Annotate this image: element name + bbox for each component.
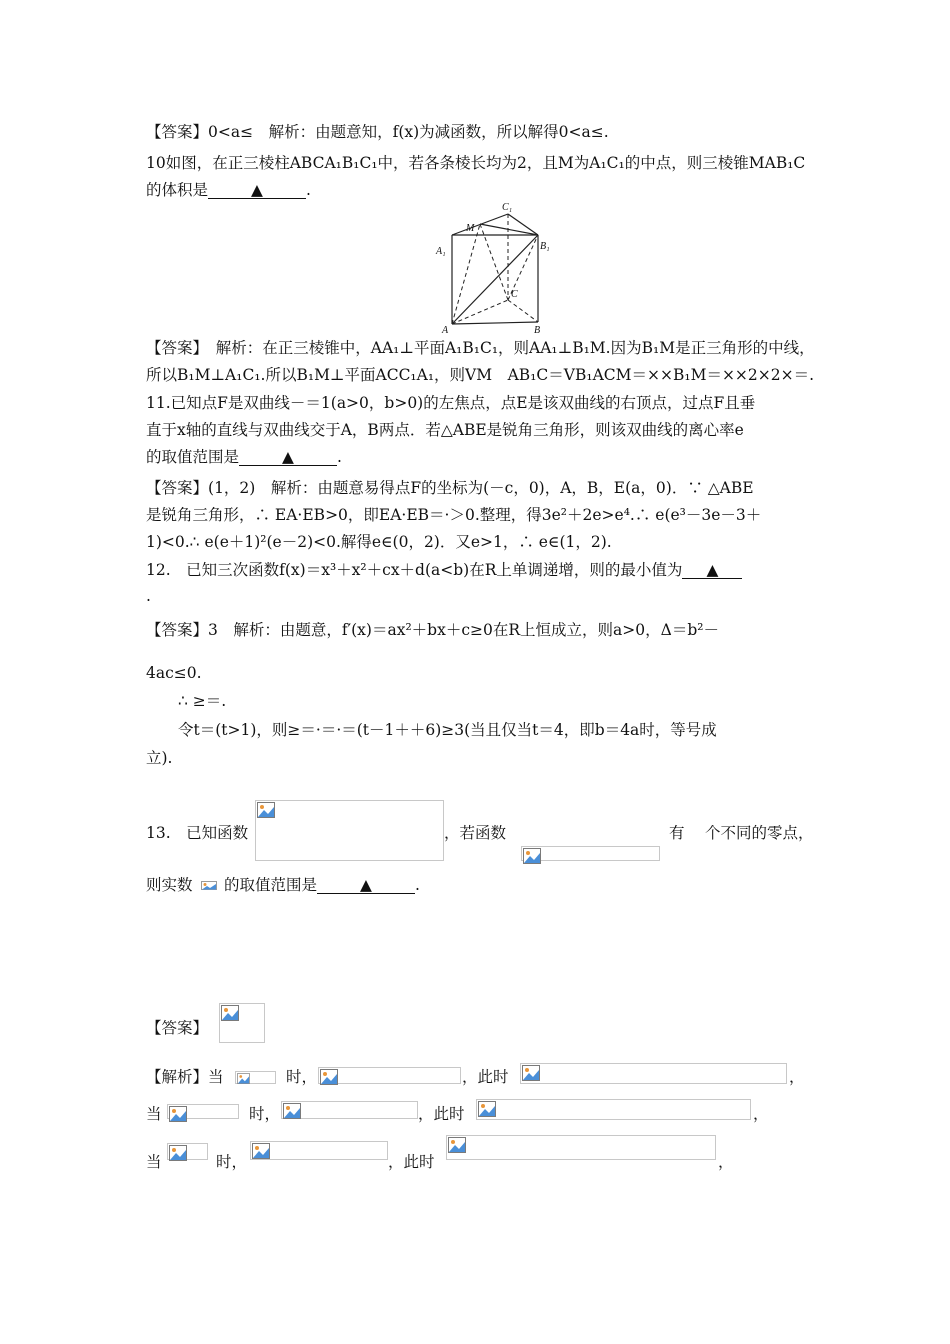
formula-image-r1b [318, 1067, 461, 1084]
broken-image-icon [252, 1143, 270, 1159]
edge-CB [508, 300, 538, 322]
answer-line-q9 [146, 122, 609, 142]
q10-line2: 的体积是 ▲ . [146, 181, 311, 199]
broken-image-icon [448, 1137, 466, 1153]
formula-image-r2c [476, 1099, 751, 1120]
q11-line3: 的取值范围是 ▲ . [146, 448, 342, 466]
q10-answer-line2: 所以B₁M⊥A₁C₁.所以B₁M⊥平面ACC₁A₁，则VM AB₁C＝VB₁ACM＝××B₁M＝××2×2×＝. [146, 366, 815, 384]
q11-answer-line2: 是锐角三角形，∴ EA·EB>0，即EA·EB＝·＞0.整理，得3e²＋2e>e⁴.∴ e(e³－3e－3＋ [146, 506, 762, 524]
q12-answer-line2: 4ac≤0. [146, 664, 202, 682]
q13-part2: ，若函数 [444, 824, 507, 842]
answer-text: 0<a≤ 解析：由题意知，f(x)为减函数，所以解得0<a≤. [208, 123, 609, 141]
broken-image-icon [320, 1069, 338, 1085]
prism-figure [428, 200, 558, 335]
q13-answer-tag: 【答案】 [146, 1019, 209, 1037]
q11-line2: 直于x轴的直线与双曲线交于A，B两点．若△ABE是锐角三角形，则该双曲线的离心率e [146, 421, 744, 439]
formula-image-r3b [250, 1141, 388, 1160]
formula-image-fx [255, 800, 444, 861]
formula-image-r2a [167, 1104, 239, 1119]
broken-image-icon [522, 1065, 540, 1081]
broken-image-icon [283, 1103, 301, 1119]
q13-part3: 有 [669, 824, 685, 842]
edge-AB1 [452, 235, 538, 324]
broken-image-icon [221, 1005, 239, 1021]
q13-line2-pre: 则实数 [146, 876, 193, 894]
q12-line1: 12. 已知三次函数f(x)＝x³＋x²＋cx＋d(a<b)在R上单调递增，则的最小值为 ▲ [146, 560, 742, 580]
broken-image-icon [478, 1101, 496, 1117]
edge-AB [452, 322, 538, 324]
broken-image-icon [237, 1073, 250, 1084]
formula-image-a [201, 881, 217, 890]
answer-image [219, 1003, 265, 1043]
q12-answer-line1: 【答案】3 解析：由题意，f′(x)＝ax²＋bx＋c≥0在R上恒成立，则a>0，Δ＝b²－ [146, 621, 719, 639]
broken-image-icon [257, 802, 275, 818]
q13-line2: 的取值范围是 ▲ . [224, 876, 420, 894]
label-M: M [466, 223, 475, 234]
label-A1: A₁ [436, 246, 446, 257]
label-B1: B₁ [540, 241, 550, 252]
q12-answer-line3: ∴ ≥＝. [178, 692, 227, 710]
q12-answer-line5: 立). [146, 749, 173, 767]
answer-tag: 【答案】 [146, 123, 209, 141]
formula-image-r2b [281, 1101, 418, 1119]
label-A: A [442, 325, 449, 335]
broken-image-icon [169, 1145, 187, 1161]
q10-line1: 10如图，在正三棱柱ABCA₁B₁C₁中，若各条棱长均为2，且M为A₁C₁的中点，则三棱锥MAB₁C [146, 154, 806, 172]
label-C1: C₁ [502, 202, 513, 213]
formula-image-r1a [235, 1071, 276, 1084]
answer-blank: ▲ [239, 449, 337, 466]
answer-blank: ▲ [682, 562, 742, 579]
analysis-row1: 【解析】当 [146, 1068, 224, 1086]
answer-blank: ▲ [208, 182, 306, 199]
q11-answer-line3: 1)<0.∴ e(e＋1)²(e－2)<0.解得e∈(0，2)．又e>1，∴ e∈(1，2). [146, 533, 612, 551]
answer-blank: ▲ [317, 877, 415, 894]
q11-answer-line1: 【答案】(1，2) 解析：由题意易得点F的坐标为(－c，0)，A，B，E(a，0)．∵ △ABE [146, 479, 754, 497]
formula-image-r3a [167, 1143, 208, 1160]
q11-line1: 11.已知点F是双曲线－＝1(a>0，b>0)的左焦点，点E是该双曲线的右顶点，过点F且垂 [146, 394, 756, 412]
q13-part1: 13. 已知函数 [146, 824, 249, 842]
q13-part4: 个不同的零点， [705, 824, 814, 842]
label-C: C [511, 289, 518, 300]
broken-image-icon [201, 881, 217, 890]
broken-image-icon [523, 848, 541, 864]
label-B: B [534, 325, 541, 335]
formula-image-gx [521, 846, 660, 861]
formula-image-r1c [520, 1063, 787, 1084]
broken-image-icon [169, 1106, 187, 1122]
formula-image-r3c [446, 1135, 716, 1160]
q12-line2: . [146, 587, 151, 605]
edge-AC [452, 300, 508, 324]
q10-answer-line1: 【答案】 解析：在正三棱锥中，AA₁⊥平面A₁B₁C₁，则AA₁⊥B₁M.因为B₁M是正三角形的中线， [146, 339, 815, 357]
q12-answer-line4: 令t＝(t>1)，则≥＝·＝·＝(t－1＋＋6)≥3(当且仅当t＝4，即b＝4a时，等号成 [178, 721, 717, 739]
